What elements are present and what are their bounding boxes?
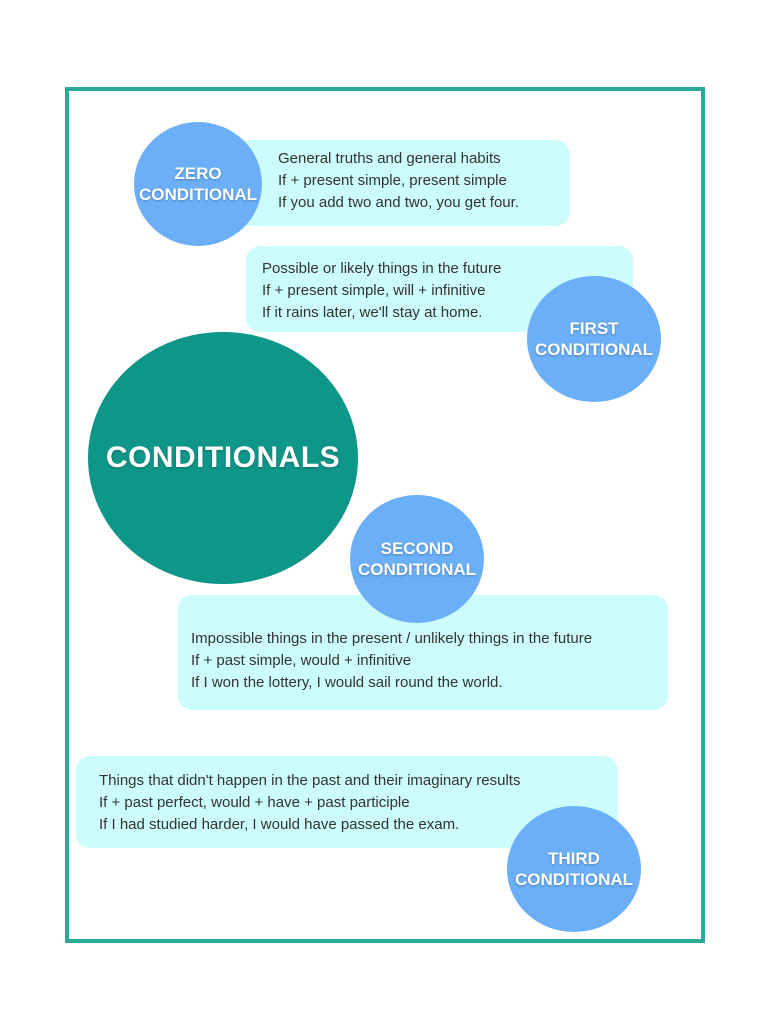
zero-example: If you add two and two, you get four. <box>278 194 519 211</box>
third-description: Things that didn't happen in the past and their imaginary results <box>99 772 521 789</box>
zero-conditional-box <box>230 140 570 226</box>
zero-label-top: ZERO <box>174 164 222 183</box>
second-description: Impossible things in the present / unlikely things in the future <box>191 630 593 647</box>
first-label-bottom: CONDITIONAL <box>534 340 654 359</box>
zero-label-bottom: CONDITIONAL <box>138 185 258 204</box>
third-label-top: THIRD <box>548 849 600 868</box>
zero-conditional-circle <box>134 122 262 246</box>
conditionals-title-circle <box>88 332 358 584</box>
first-conditional-circle <box>527 276 661 402</box>
second-label-top: SECOND <box>380 539 454 558</box>
zero-structure: If + present simple, present simple <box>278 172 507 189</box>
third-conditional-circle <box>507 806 641 932</box>
third-structure: If + past perfect, would + have + past participle <box>99 794 410 811</box>
first-description: Possible or likely things in the future <box>262 260 502 277</box>
first-example: If it rains later, we'll stay at home. <box>262 304 483 321</box>
second-label-bottom: CONDITIONAL <box>357 560 477 579</box>
first-structure: If + present simple, will + infinitive <box>262 282 486 299</box>
second-example: If I won the lottery, I would sail round the world. <box>191 674 503 691</box>
zero-description: General truths and general habits <box>278 150 501 167</box>
third-label-bottom: CONDITIONAL <box>514 870 634 889</box>
page-title: CONDITIONALS <box>105 441 341 474</box>
second-structure: If + past simple, would + infinitive <box>191 652 412 669</box>
third-example: If I had studied harder, I would have passed the exam. <box>99 816 460 833</box>
first-label-top: FIRST <box>569 319 619 338</box>
second-conditional-circle <box>350 495 484 623</box>
